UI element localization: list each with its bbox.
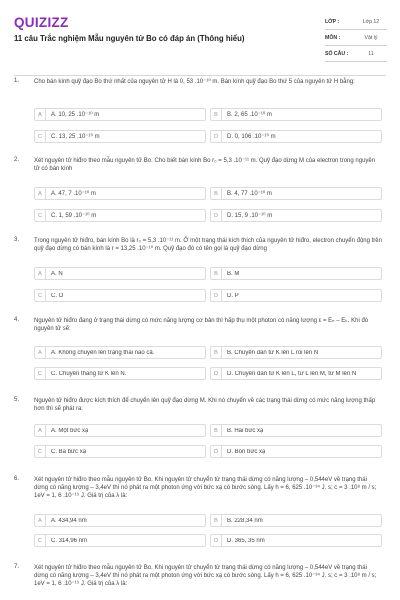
option-letter: D [211,446,222,457]
option-text: A. 47, 7 .10⁻¹⁰ m [51,191,96,197]
option-d[interactable] [210,209,382,222]
option-letter: C [35,368,46,379]
meta-label: SỐ CÂU : [325,50,349,57]
option-text: A. 10, 25 .10⁻¹⁰ m [51,112,100,118]
option-letter: B [211,109,222,120]
option-a[interactable] [34,514,206,527]
option-text: D. 365, 35 nm [227,537,265,544]
option-text: A. Một bức xạ [51,427,89,434]
option-text: D. Chuyển dần từ K lên L, từ L lên M, từ M lên N [227,370,357,377]
option-b[interactable] [210,108,382,121]
question-text: Trong nguyên tử hiđro, bán kính Bo là r₀ = 5,3 .10⁻¹¹ m. Ở một trạng thái kích thích của nguyên tử hiđro, electron chuyển động trên quỹ đạo dừng có bán kính là r = 13,25 .10⁻¹⁰ m. Quỹ đạo đó có tên gọi là quỹ đạo dừng [34,238,382,252]
option-d[interactable] [210,130,382,143]
option-text: A. Không chuyển lên trạng thái nào cả. [51,349,155,356]
option-letter: A [35,515,46,526]
option-b[interactable] [210,346,382,359]
option-text: C. 1, 59 .10⁻¹⁰ m [51,213,97,219]
question-text: Xét nguyên tử hiđro theo mẫu nguyên tử Bo. Cho biết bán kính Bo r₀ = 5,3 .10⁻¹¹ m. Quỹ đạo dừng M của electron trong nguyên tử có bán kính [34,158,376,172]
question-5 [14,397,386,469]
option-letter: D [211,535,222,546]
option-a[interactable] [34,346,206,359]
option-d[interactable] [210,534,382,547]
option-c[interactable] [34,209,206,222]
meta-value: Vật lý [364,34,378,41]
option-letter: C [35,535,46,546]
question-3 [14,237,386,309]
option-text: C. O [51,292,64,299]
option-d[interactable] [210,289,382,302]
option-letter: A [35,268,46,279]
meta-row-count [325,46,387,62]
option-text: D. 0, 106 .10⁻¹⁰ m [227,134,276,140]
option-text: B. Chuyển dần từ K lên L rồi lên N [227,349,319,356]
option-letter: D [211,210,222,221]
option-letter: D [211,131,222,142]
option-text: C. 13, 25 .10⁻¹⁰ m [51,134,100,140]
meta-label: MÔN : [325,34,341,41]
option-text: B. Hai bức xạ [227,427,264,434]
option-a[interactable] [34,187,206,200]
option-letter: C [35,290,46,301]
option-c[interactable] [34,289,206,302]
option-b[interactable] [210,267,382,280]
option-text: A. N [51,270,63,277]
option-text: C. Ba bức xạ [51,448,87,455]
meta-label: LỚP : [325,18,340,25]
logo: QUIZIZZ [14,15,69,30]
option-letter: C [35,210,46,221]
option-letter: A [35,188,46,199]
option-letter: D [211,290,222,301]
option-b[interactable] [210,187,382,200]
question-7 [14,564,386,598]
option-letter: B [211,425,222,436]
option-text: B. 4, 77 .10⁻¹⁰ m [227,191,272,197]
option-text: A. 434,94 nm [51,517,87,524]
question-6 [14,476,386,556]
question-number: 1. [14,78,20,84]
question-text: Nguyên tử hiđro được kích thích để chuyển lên quỹ đạo dừng M. Khi nó chuyển về các trạng thái dừng có mức năng lượng thấp hơn thì sẽ phát ra: [34,398,376,412]
option-letter: B [211,188,222,199]
header-divider [14,75,386,76]
option-letter: A [35,347,46,358]
option-a[interactable] [34,424,206,437]
question-1 [14,78,386,150]
option-d[interactable] [210,367,382,380]
option-letter: A [35,109,46,120]
meta-value: 11 [368,50,374,57]
option-c[interactable] [34,445,206,458]
meta-row-class [325,14,387,30]
option-d[interactable] [210,445,382,458]
option-letter: B [211,268,222,279]
option-a[interactable] [34,108,206,121]
option-text: D. Bốn bức xạ [227,448,266,455]
question-text: Nguyên tử hiđro đang ở trạng thái dừng có mức năng lượng cơ bản thì hấp thụ một photon có năng lượng ε = Eₙ – Eₖ. Khi đó nguyên tử sẽ: [34,318,369,332]
question-number: 5. [14,397,20,403]
option-c[interactable] [34,534,206,547]
question-number: 2. [14,157,20,163]
option-text: D. 15, 9 .10⁻¹⁰ m [227,213,273,219]
option-letter: D [211,368,222,379]
question-number: 4. [14,317,20,323]
option-text: B. 2, 65 .10⁻¹⁰ m [227,112,272,118]
option-b[interactable] [210,514,382,527]
question-number: 7. [14,564,20,570]
meta-row-subject [325,30,387,46]
question-text: Cho bán kính quỹ đạo Bo thứ nhất của nguyên tử H là 0, 53 .10⁻¹⁰ m. Bán kính quỹ đạo Bo thứ 5 của nguyên tử H bằng: [34,79,355,85]
option-a[interactable] [34,267,206,280]
meta-table [325,14,387,62]
question-4 [14,317,386,389]
option-letter: C [35,446,46,457]
question-text: Xét nguyên tử hiđro theo mẫu nguyên tử Bo. Khi nguyên tử chuyển từ trạng thái dừng có năng lượng – 0,544eV về trạng thái dừng có năng lượng – 3,4eV thì nó phát ra một photon ứng với bức xạ có bước sóng. Lấy h = 6, 625 .10⁻³⁴ J. s; c = 3 .10⁸ m / s; 1eV = 1, 6 .10⁻¹⁹ J. Giá trị của λ là: [34,565,377,587]
option-c[interactable] [34,367,206,380]
option-c[interactable] [34,130,206,143]
question-2 [14,157,386,229]
page-title: 11 câu Trắc nghiệm Mẫu nguyên tử Bo có đáp án (Thông hiểu) [14,34,245,43]
option-b[interactable] [210,424,382,437]
option-text: B. M [227,270,240,277]
option-text: D. P [227,292,239,299]
question-number: 3. [14,237,20,243]
option-text: C. Chuyển thẳng từ K lên N. [51,370,127,377]
option-letter: A [35,425,46,436]
option-text: B. 228,34 nm [227,517,263,524]
meta-value: Lớp 12 [362,18,380,25]
option-letter: C [35,131,46,142]
option-letter: B [211,347,222,358]
question-text: Xét nguyên tử hiđro theo mẫu nguyên tử Bo. Khi nguyên tử chuyển từ trạng thái dừng có năng lượng – 0,544eV về trạng thái dừng có năng lượng – 3,4eV thì nó phát ra một photon ứng với bức xạ có bước sóng. Lấy h = 6, 625 .10⁻³⁴ J. s; c = 3 .10⁸ m / s; 1eV = 1, 6 .10⁻¹⁹ J. Giá trị của λ là: [34,477,377,499]
option-text: C. 314,96 nm [51,537,88,544]
question-number: 6. [14,476,20,482]
option-letter: B [211,515,222,526]
